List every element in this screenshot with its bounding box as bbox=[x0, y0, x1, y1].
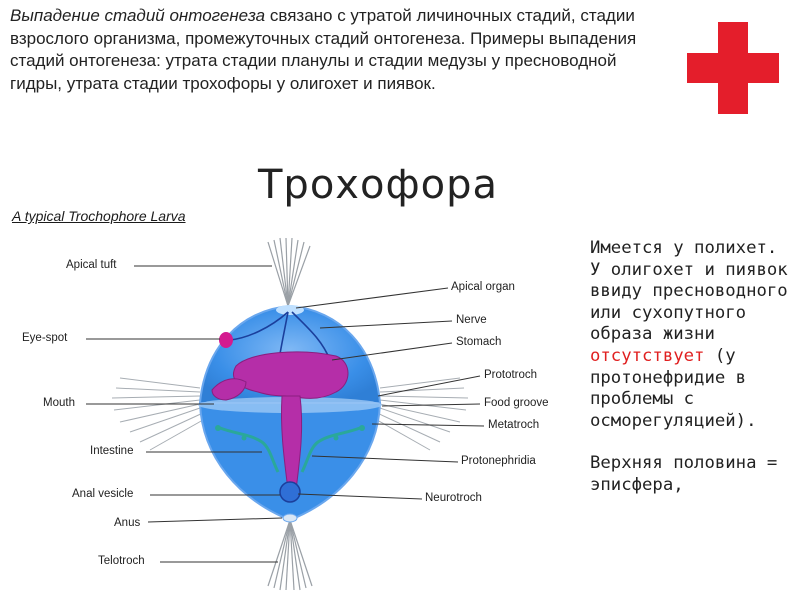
label-apical-organ: Apical organ bbox=[451, 281, 515, 293]
diagram-title: Трохофора bbox=[258, 162, 499, 208]
red-cross-logo bbox=[687, 22, 779, 114]
label-intestine: Intestine bbox=[90, 445, 134, 457]
label-neurotroch: Neurotroch bbox=[425, 492, 482, 504]
label-anal-vesicle: Anal vesicle bbox=[72, 488, 134, 500]
side-note-text-1: Имеется у полихет. У олигохет и пиявок ввиду пресноводного или сухопутного образа жизни bbox=[590, 238, 788, 345]
anus bbox=[283, 514, 297, 522]
side-note-text-2: (у протонефридие в проблемы с осморегуляцией). bbox=[590, 345, 757, 431]
telotroch-cilia bbox=[268, 520, 312, 590]
side-note-paragraph-1 bbox=[590, 238, 795, 432]
label-mouth: Mouth bbox=[43, 397, 75, 409]
side-note-highlight: отсутствует bbox=[590, 345, 705, 366]
label-apical-tuft: Apical tuft bbox=[66, 259, 117, 271]
label-eye-spot: Eye-spot bbox=[22, 332, 68, 344]
red-cross-horizontal-bar bbox=[687, 53, 779, 83]
eye-spot bbox=[219, 332, 233, 348]
label-telotroch: Telotroch bbox=[98, 555, 145, 567]
label-metatroch: Metatroch bbox=[488, 419, 540, 431]
label-food-groove: Food groove bbox=[484, 397, 549, 409]
side-note bbox=[590, 238, 795, 497]
label-protonephridia: Protonephridia bbox=[461, 455, 536, 467]
intro-text: связано с утратой личиночных стадий, стадии взрослого организма, промежуточных стадий онтогенеза. Примеры выпадения стадий онтогенеза: утрата стадии планулы и стадии медузы у пресноводной гидры, утрата стадии трохофоры у олигохет и пиявок. bbox=[10, 6, 637, 93]
apical-tuft-cilia bbox=[268, 238, 310, 306]
label-stomach: Stomach bbox=[456, 336, 502, 348]
apical-organ bbox=[276, 305, 304, 315]
label-prototroch: Prototroch bbox=[484, 369, 538, 381]
intro-italic-term: Выпадение стадий онтогенеза bbox=[10, 6, 266, 25]
label-nerve: Nerve bbox=[456, 314, 487, 326]
diagram-subtitle: A typical Trochophore Larva bbox=[12, 208, 186, 224]
intro-paragraph bbox=[10, 5, 650, 95]
side-note-paragraph-2: Верхняя половина = эписфера, bbox=[590, 453, 778, 495]
label-anus: Anus bbox=[114, 517, 141, 529]
anal-vesicle bbox=[280, 482, 300, 502]
